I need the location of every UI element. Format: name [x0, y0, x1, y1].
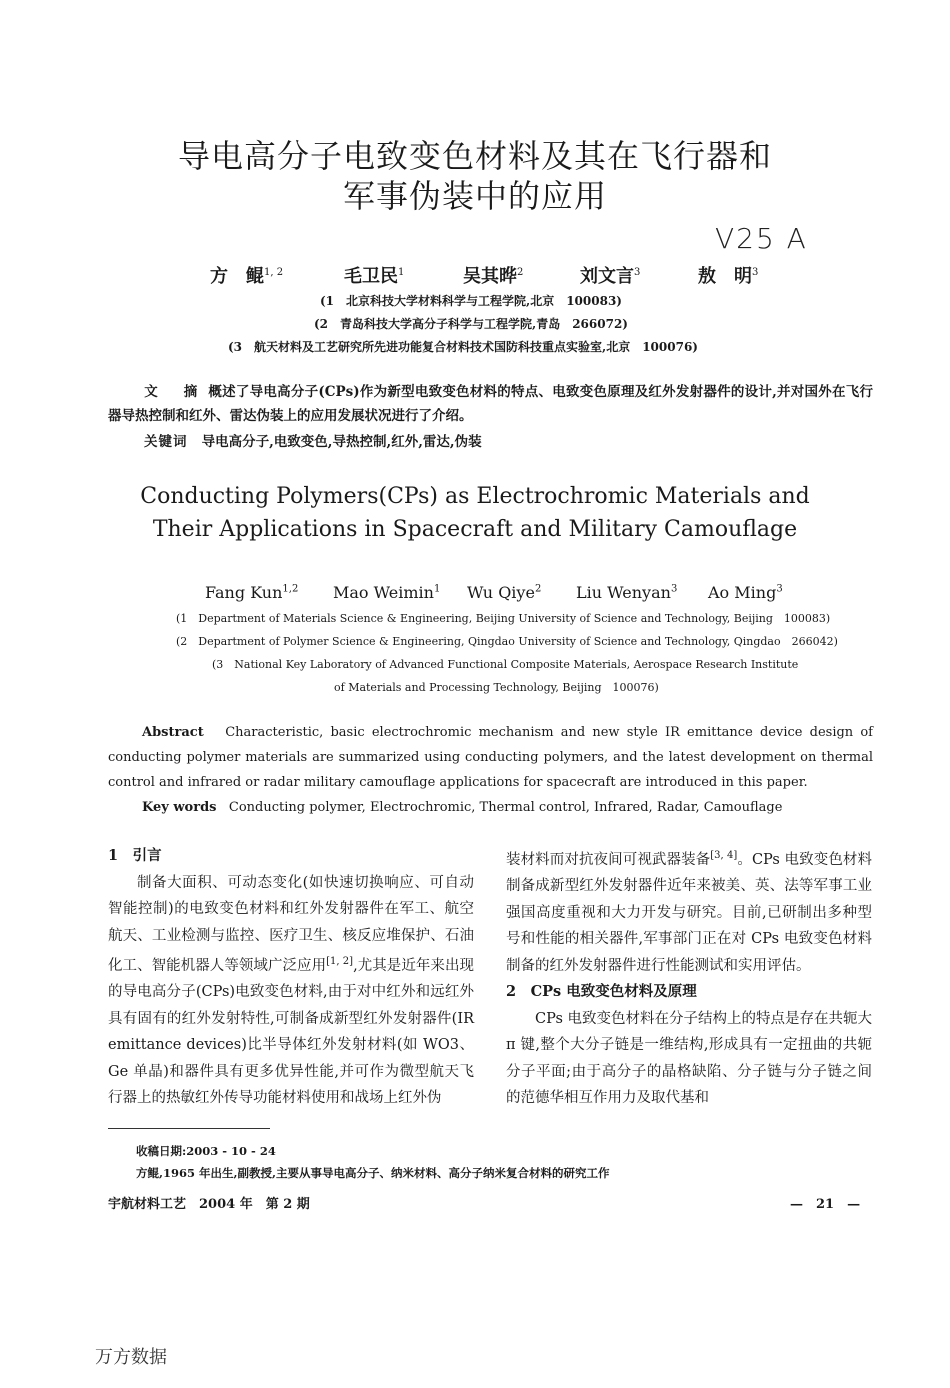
- left-column: [108, 843, 474, 1112]
- keywords-cn-label: 关键词: [144, 434, 188, 450]
- affiliation-cn-1: (1 北京科技大学材料科学与工程学院,北京 100083): [320, 294, 622, 308]
- footnote-author-bio: 方鲲,1965 年出生,副教授,主要从事导电高分子、纳米材料、高分子纳米复合材料的研究工作: [136, 1166, 610, 1180]
- affiliation-en-1: (1 Department of Materials Science & Engineering, Beijing University of Science and Technology, Beijing 100083): [176, 612, 831, 625]
- author-cn-5: 敖 明$^3$: [698, 266, 759, 287]
- footnote-rule: [108, 1128, 270, 1129]
- keywords-cn-text: 导电高分子,电致变色,导热控制,红外,雷达,伪装: [201, 434, 482, 450]
- right-paragraph-1: 装材料而对抗夜间可视武器装备[3, 4]。CPs 电致变色材料制备成新型红外发射器件近年来被美、英、法等军事工业强国高度重视和大力开发与研究。目前,已研制出多种型号和性能的相关器件,军事部门正在对 CPs 电致变色材料制备的红外发射器件进行性能测试和实用评估。: [506, 850, 873, 974]
- keywords-en: [142, 795, 872, 820]
- abstract-cn-label: 文 摘: [144, 384, 204, 400]
- authors-cn: [0, 262, 950, 288]
- affiliation-en-3: (3 National Key Laboratory of Advanced Functional Composite Materials, Aerospace Research Institute: [212, 658, 799, 671]
- author-en-2: Mao Weimin$^1$: [333, 583, 441, 602]
- section-1-heading: 1 引言: [108, 847, 162, 864]
- author-cn-4: 刘文言$^3$: [580, 266, 641, 287]
- author-cn-2: 毛卫民$^1$: [344, 266, 405, 287]
- abstract-cn-text: 概述了导电高分子(CPs)作为新型电致变色材料的特点、电致变色原理及红外发射器件的设计,并对国外在飞行器导热控制和红外、雷达伪装上的应用发展状况进行了介绍。: [108, 384, 873, 424]
- author-en-1: Fang Kun$^{1,2}$: [205, 583, 299, 602]
- right-paragraph-2: CPs 电致变色材料在分子结构上的特点是存在共轭大 π 键,整个大分子链是一维结构,形成具有一定扭曲的共轭分子平面;由于高分子的晶格缺陷、分子链与分子链之间的范德华相互作用力及取代基和: [506, 1010, 873, 1107]
- author-en-5: Ao Ming$^3$: [708, 583, 783, 602]
- author-cn-3: 吴其晔$^2$: [463, 266, 524, 287]
- keywords-cn: [144, 430, 874, 454]
- title-cn-line2: 军事伪装中的应用: [342, 177, 607, 215]
- footnote-received-date: 收稿日期:2003 - 10 - 24: [136, 1144, 276, 1158]
- abstract-en-label: Abstract: [142, 725, 204, 740]
- title-en-line2: Their Applications in Spacecraft and Military Camouflage: [152, 517, 798, 542]
- watermark-text: 万方数据: [95, 1347, 167, 1368]
- abstract-en: [108, 720, 873, 795]
- affiliation-cn-2: (2 青岛科技大学高分子科学与工程学院,青岛 266072): [314, 317, 628, 331]
- author-en-4: Liu Wenyan$^3$: [576, 583, 678, 602]
- affiliation-en-2: (2 Department of Polymer Science & Engineering, Qingdao University of Science and Technology, Qingdao 266042): [176, 635, 838, 648]
- keywords-en-text: Conducting polymer, Electrochromic, Thermal control, Infrared, Radar, Camouflage: [228, 800, 783, 815]
- affiliation-cn-3: (3 航天材料及工艺研究所先进功能复合材料技术国防科技重点实验室,北京 100076): [228, 340, 698, 354]
- right-column: [506, 843, 872, 1112]
- abstract-cn: [108, 380, 873, 428]
- page-number: — 21 —: [790, 1197, 861, 1212]
- author-en-3: Wu Qiye$^2$: [467, 583, 542, 602]
- title-cn-line1: 导电高分子电致变色材料及其在飞行器和: [177, 137, 772, 175]
- journal-info: 宇航材料工艺 2004 年 第 2 期: [108, 1197, 310, 1212]
- affiliation-en-4: of Materials and Processing Technology, Beijing 100076): [334, 681, 659, 694]
- left-paragraph-1: 制备大面积、可动态变化(如快速切换响应、可自动智能控制)的电致变色材料和红外发射器件在军工、航空航天、工业检测与监控、医疗卫生、核反应堆保护、石油化工、智能机器人等领域广泛应用[1, 2],尤其是近年来出现的导电高分子(CPs)电致变色材料,由于对中红外和远红外具有固有的红外发射特性,可制备成新型红外发射器件(IR emittance devices)比半导体红外发射材料(如 WO3、Ge 单晶)和器件具有更多优异性能,并可作为微型航天飞行器上的热敏红外传导功能材料使用和战场上红外伪: [108, 874, 475, 1107]
- keywords-en-label: Key words: [142, 800, 217, 815]
- abstract-en-text: Characteristic, basic electrochromic mechanism and new style IR emittance device design of conducting polymer materials are summarized using conducting polymers, and the latest development on thermal control and infrared or radar military camouflage applications for spacecraft are introduced in this paper.: [108, 725, 873, 790]
- title-en-line1: Conducting Polymers(CPs) as Electrochromic Materials and: [140, 484, 810, 509]
- section-2-heading: 2 CPs 电致变色材料及原理: [506, 983, 697, 1001]
- handwritten-note: V25 A: [715, 222, 808, 255]
- author-cn-1: 方 鲲$^{1, 2}$: [210, 266, 284, 287]
- authors-en: [0, 583, 950, 607]
